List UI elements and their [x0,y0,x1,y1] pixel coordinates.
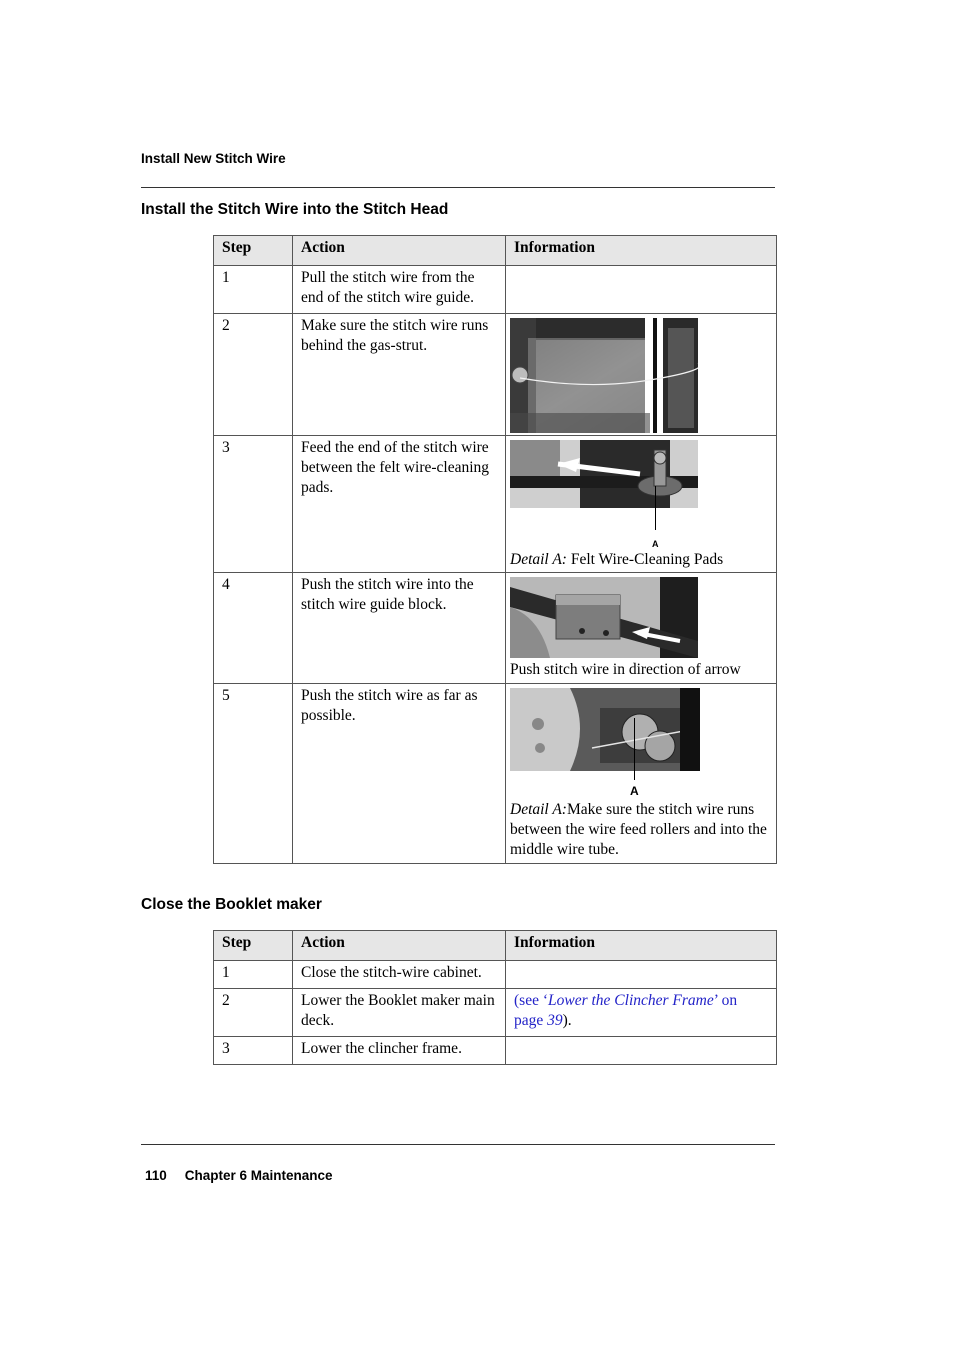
column-header-action: Action [293,236,506,266]
step-number: 4 [214,573,293,684]
step-action: Lower the clincher frame. [293,1037,506,1065]
page-footer [145,1168,333,1183]
step-information [506,989,777,1037]
table-row [214,573,777,684]
wire-feed-rollers-photo [510,688,700,771]
guide-block-photo [510,577,698,658]
photo-caption [510,800,772,860]
chapter-title: Chapter 6 Maintenance [184,1168,333,1183]
close-steps-table [213,930,777,1065]
section-title-close-booklet-maker: Close the Booklet maker [141,896,322,913]
step-number: 3 [214,436,293,573]
table-row [214,961,777,989]
column-header-step: Step [214,236,293,266]
step-action: Lower the Booklet maker main deck. [293,989,506,1037]
column-header-information: Information [506,931,777,961]
callout-label-a: A [652,539,659,549]
column-header-step: Step [214,931,293,961]
column-header-information: Information [506,236,777,266]
table-header-row [214,931,777,961]
step-information [506,314,777,436]
gas-strut-photo [510,318,698,433]
step-number: 1 [214,266,293,314]
photo-caption [510,550,772,570]
callout-leader-line [655,486,656,530]
link-middle: ’ on page [514,992,738,1029]
page-number: 110 [145,1168,167,1183]
step-information [506,573,777,684]
table-row [214,436,777,573]
step-information [506,961,777,989]
callout-leader-line [634,718,635,780]
callout-label-a: A [630,784,639,798]
step-information [506,436,777,573]
step-information [506,1037,777,1065]
step-action: Pull the stitch wire from the end of the stitch wire guide. [293,266,506,314]
footer-rule [141,1144,775,1145]
link-prefix: (see ‘ [514,992,548,1009]
running-head: Install New Stitch Wire [141,151,286,166]
step-action: Close the stitch-wire cabinet. [293,961,506,989]
step-number: 2 [214,314,293,436]
caption-detail-label: Detail A: [510,801,567,818]
table-row [214,266,777,314]
step-number: 1 [214,961,293,989]
table-row [214,314,777,436]
caption-detail-label: Detail A: [510,551,567,568]
step-number: 3 [214,1037,293,1065]
link-page-number: 39 [547,1012,563,1029]
install-steps-table [213,235,777,864]
step-action: Push the stitch wire as far as possible. [293,684,506,864]
section-title-install-stitch-wire: Install the Stitch Wire into the Stitch Head [141,201,449,218]
table-row [214,684,777,864]
table-row [214,989,777,1037]
link-title: Lower the Clincher Frame [548,992,714,1009]
step-action: Feed the end of the stitch wire between the felt wire-cleaning pads. [293,436,506,573]
step-action: Push the stitch wire into the stitch wire guide block. [293,573,506,684]
step-number: 5 [214,684,293,864]
caption-text: Make sure the stitch wire runs between the wire feed rollers and into the middle wire tube. [510,801,767,858]
step-information [506,684,777,864]
cross-reference-link[interactable] [514,992,737,1029]
step-information [506,266,777,314]
felt-pads-photo [510,440,698,508]
table-header-row [214,236,777,266]
step-action: Make sure the stitch wire runs behind the gas-strut. [293,314,506,436]
caption-text: Felt Wire-Cleaning Pads [566,551,724,568]
column-header-action: Action [293,931,506,961]
step-number: 2 [214,989,293,1037]
table-row [214,1037,777,1065]
link-suffix: ). [562,1012,572,1029]
header-rule [141,187,775,188]
photo-caption: Push stitch wire in direction of arrow [510,661,741,678]
